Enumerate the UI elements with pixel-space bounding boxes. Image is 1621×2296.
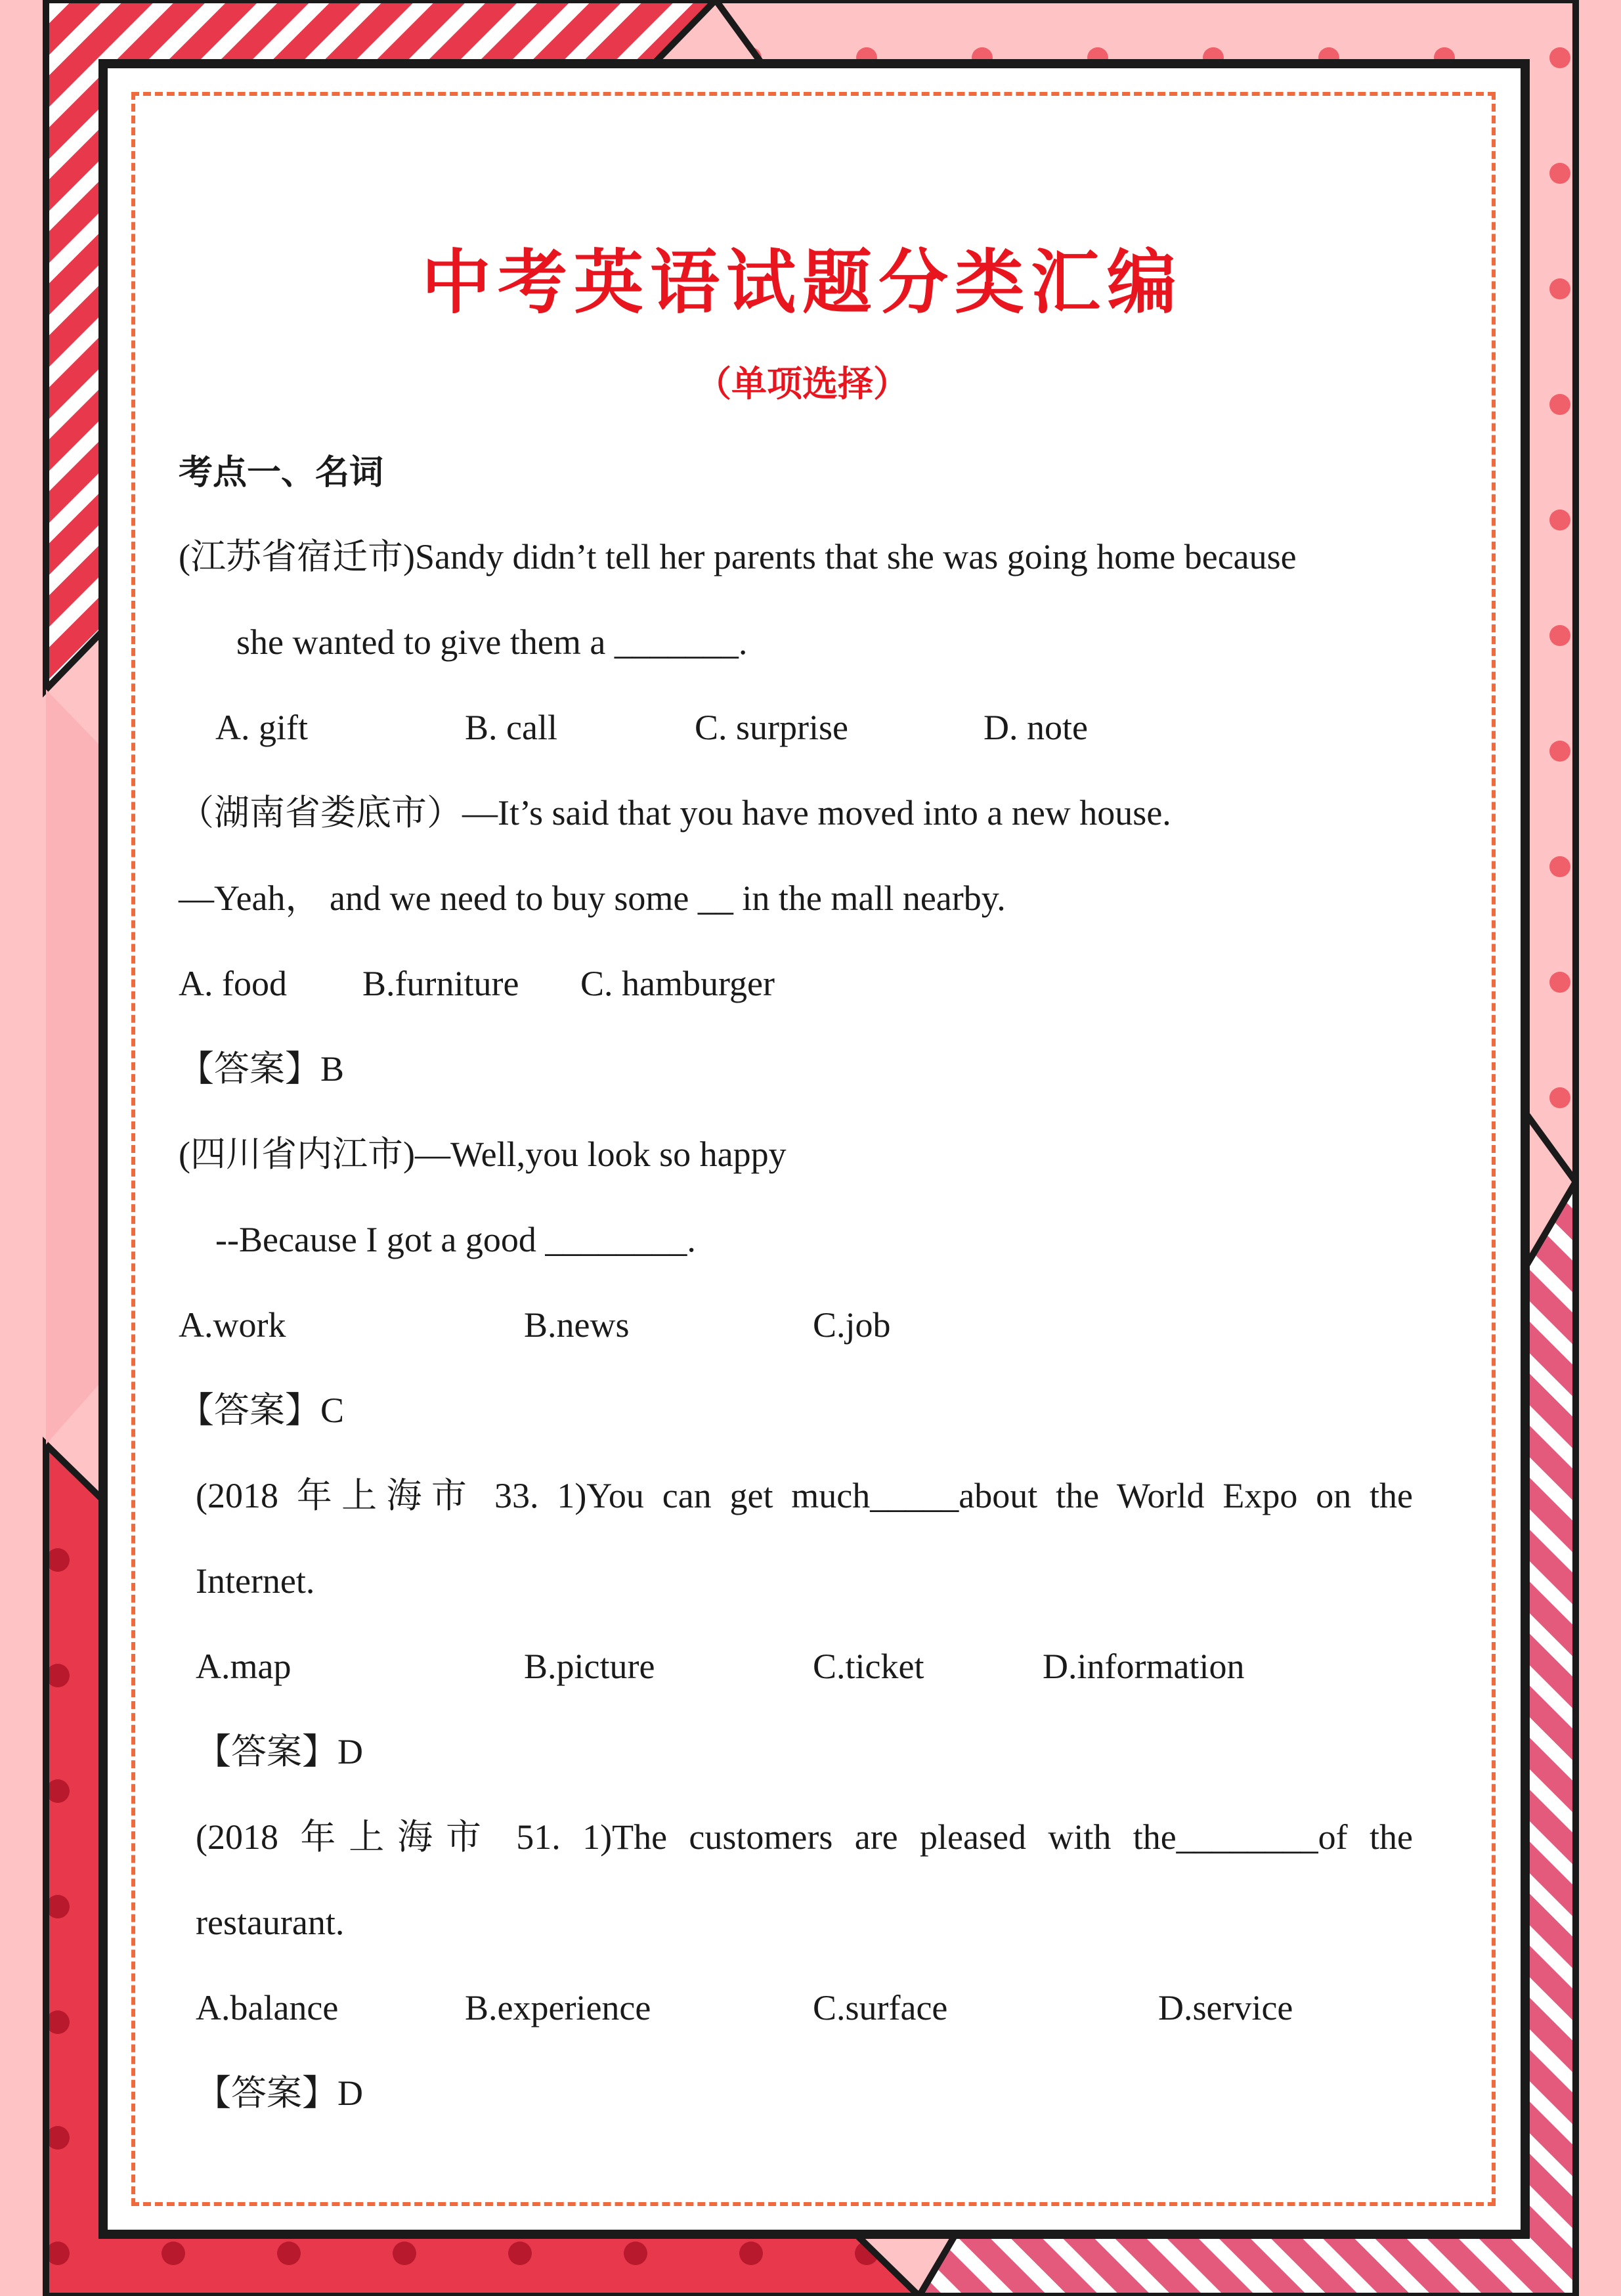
q4-stem-line2: Internet.: [196, 1561, 315, 1601]
q5-stem-line1: (2018 年上海市 51. 1)The customers are pleased with the________of the: [196, 1817, 1413, 1857]
q2-option-b: B.furniture: [362, 964, 519, 1003]
q4-option-c: C.ticket: [813, 1647, 924, 1686]
q5-option-d: D.service: [1158, 1988, 1293, 2027]
page-title: 中考英语试题分类汇编: [421, 241, 1183, 323]
q2-option-c: C. hamburger: [580, 964, 775, 1003]
section-heading: 考点一、名词: [179, 453, 384, 492]
q5-answer: 【答案】D: [196, 2073, 363, 2113]
q2-stem-line1: （湖南省娄底市）—It’s said that you have moved into a new house.: [179, 793, 1171, 833]
q1-stem-line1: (江苏省宿迁市)Sandy didn’t tell her parents that she was going home because: [179, 537, 1297, 576]
q5-option-b: B.experience: [465, 1988, 651, 2027]
q1-option-b: B. call: [465, 708, 557, 747]
q4-answer: 【答案】D: [196, 1732, 363, 1771]
q1-stem-line2: she wanted to give them a _______.: [236, 622, 748, 662]
q3-option-c: C.job: [813, 1305, 891, 1345]
q3-answer: 【答案】C: [179, 1391, 345, 1430]
q3-stem-line1: (四川省内江市)—Well,you look so happy: [179, 1135, 787, 1174]
q4-option-d: D.information: [1043, 1647, 1245, 1686]
q5-option-c: C.surface: [813, 1988, 948, 2027]
q4-option-a: A.map: [196, 1647, 292, 1686]
q2-stem-line2: —Yeah， and we need to buy some __ in the mall nearby.: [179, 878, 1006, 918]
q5-option-a: A.balance: [196, 1988, 339, 2027]
q2-answer: 【答案】B: [179, 1049, 345, 1089]
q2-option-a: A. food: [179, 964, 287, 1003]
q1-option-d: D. note: [983, 708, 1088, 747]
page-subtitle: （单项选择）: [696, 363, 909, 404]
q4-stem-line1: (2018 年上海市 33. 1)You can get much_____about the World Expo on the: [196, 1476, 1413, 1515]
q5-stem-line2: restaurant.: [196, 1903, 345, 1942]
q1-option-c: C. surprise: [695, 708, 848, 747]
q3-stem-line2: --Because I got a good ________.: [215, 1220, 696, 1259]
q4-option-b: B.picture: [524, 1647, 655, 1686]
q3-option-a: A.work: [179, 1305, 286, 1345]
q1-option-a: A. gift: [215, 708, 308, 747]
q3-option-b: B.news: [524, 1305, 630, 1345]
